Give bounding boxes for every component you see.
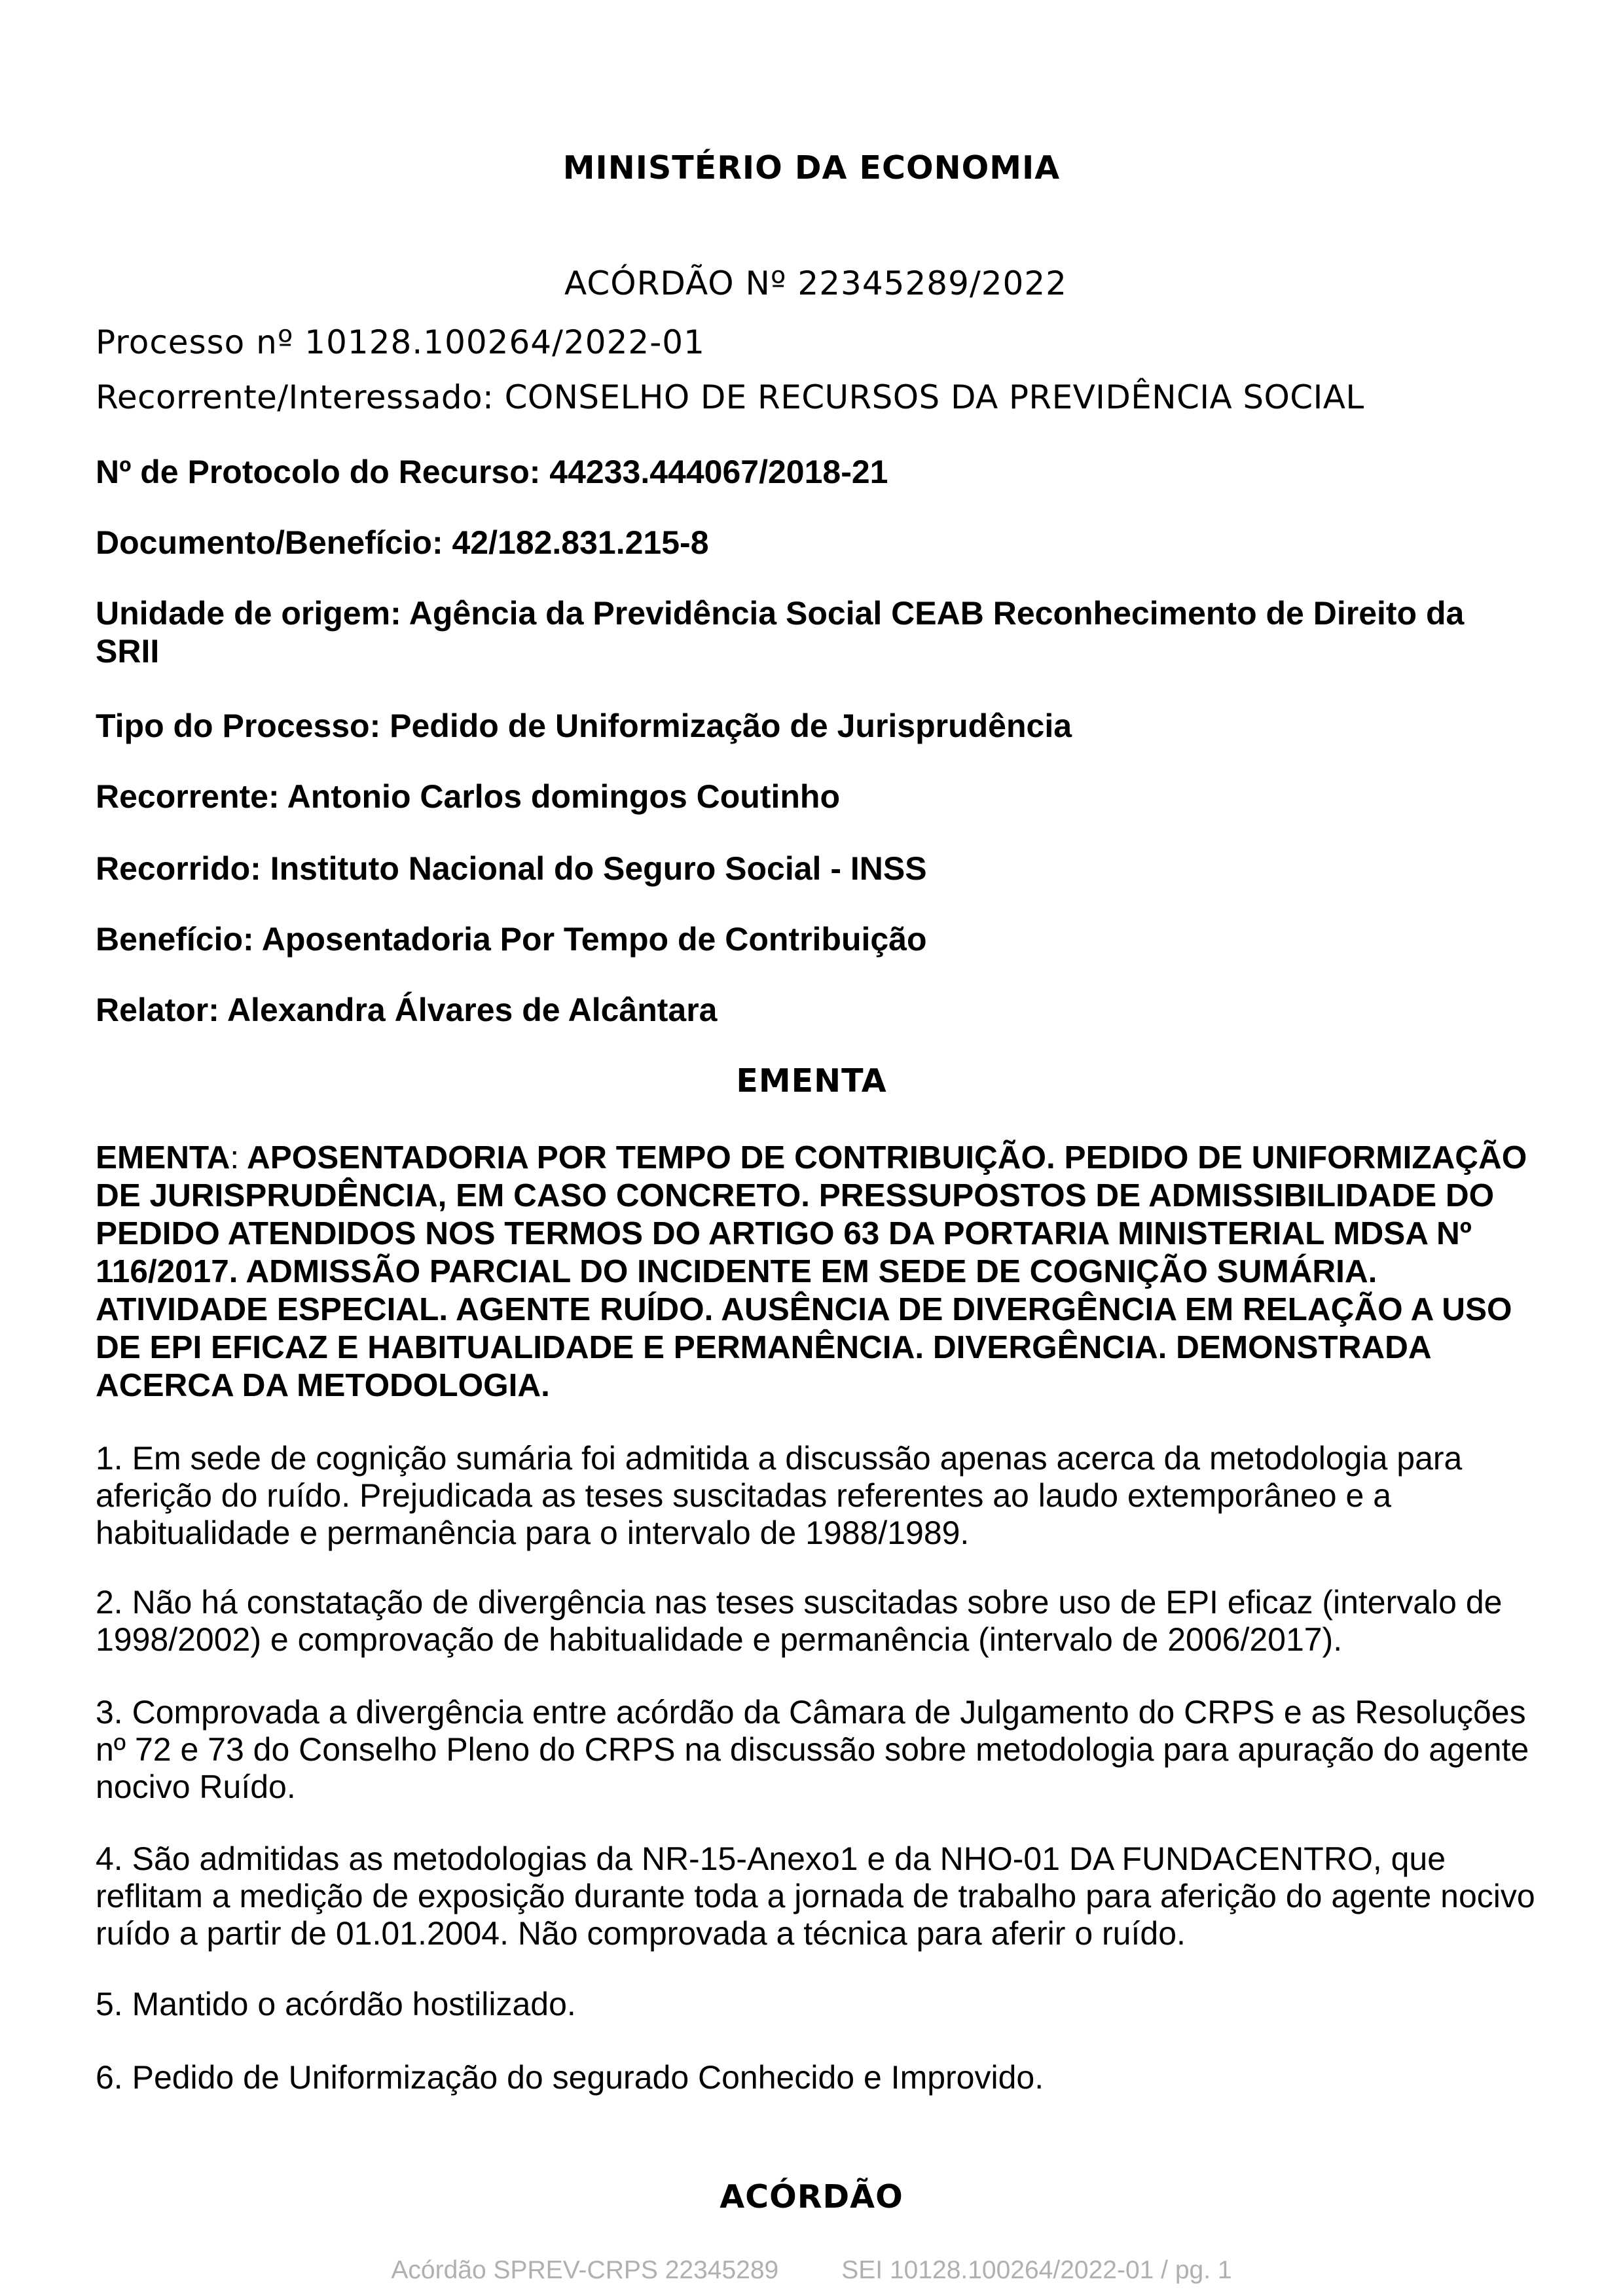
- ministry-title: MINISTÉRIO DA ECONOMIA: [562, 149, 1061, 187]
- beneficio-field: Benefício: Aposentadoria Por Tempo de Contribuição: [96, 921, 927, 958]
- recorrente-interessado: Recorrente/Interessado: CONSELHO DE RECURSOS DA PREVIDÊNCIA SOCIAL: [96, 378, 1364, 416]
- documento-beneficio-field: Documento/Benefício: 42/182.831.215-8: [96, 524, 709, 561]
- footer-page-ref: SEI 10128.100264/2022-01 / pg. 1: [841, 2256, 1232, 2284]
- ementa-item: 6. Pedido de Uniformização do segurado Conhecido e Improvido.: [96, 2059, 1044, 2096]
- recorrido-field: Recorrido: Instituto Nacional do Seguro Social - INSS: [96, 850, 927, 887]
- processo-number: Processo nº 10128.100264/2022-01: [96, 323, 705, 361]
- ementa-text: [96, 1139, 1536, 1405]
- ementa-item: 2. Não há constatação de divergência nas teses suscitadas sobre uso de EPI eficaz (intervalo de 1998/2002) e comprovação de habitualidade e permanência (intervalo de 2006/2017).: [96, 1584, 1503, 1658]
- ementa-item: 3. Comprovada a divergência entre acórdão da Câmara de Julgamento do CRPS e as Resoluções nº 72 e 73 do Conselho Pleno do CRPS na discussão sobre metodologia para apuração do agente nocivo Ruído.: [96, 1694, 1529, 1805]
- acordao-number: ACÓRDÃO Nº 22345289/2022: [564, 264, 1067, 302]
- acordao-heading: ACÓRDÃO: [720, 2178, 903, 2215]
- footer-document-id: Acórdão SPREV-CRPS 22345289: [391, 2256, 779, 2284]
- ementa-heading: EMENTA: [736, 1062, 887, 1100]
- ementa-body: APOSENTADORIA POR TEMPO DE CONTRIBUIÇÃO. PEDIDO DE UNIFORMIZAÇÃO DE JURISPRUDÊNCIA, EM CASO CONCRETO. PRESSUPOSTOS DE ADMISSIBILIDADE DO PEDIDO ATENDIDOS NOS TERMOS DO ARTIGO 63 DA PORTARIA MINISTERIAL MDSA Nº 116/2017. ADMISSÃO PARCIAL DO INCIDENTE EM SEDE DE COGNIÇÃO SUMÁRIA. ATIVIDADE ESPECIAL. AGENTE RUÍDO. AUSÊNCIA DE DIVERGÊNCIA EM RELAÇÃO A USO DE EPI EFICAZ E HABITUALIDADE E PERMANÊNCIA. DIVERGÊNCIA. DEMONSTRADA ACERCA DA METODOLOGIA.: [96, 1139, 1527, 1403]
- page-footer: [0, 2256, 1623, 2285]
- ementa-item: 1. Em sede de cognição sumária foi admitida a discussão apenas acerca da metodologia para aferição do ruído. Prejudicada as teses suscitadas referentes ao laudo extemporâneo e a habitualidade e permanência para o intervalo de 1988/1989.: [96, 1440, 1463, 1551]
- ementa-item: 4. São admitidas as metodologias da NR-15-Anexo1 e da NHO-01 DA FUNDACENTRO, que reflitam a medição de exposição durante toda a jornada de trabalho para aferição do agente nocivo ruído a partir de 01.01.2004. Não comprovada a técnica para aferir o ruído.: [96, 1840, 1535, 1952]
- ementa-item: 5. Mantido o acórdão hostilizado.: [96, 1986, 576, 2022]
- unidade-origem-field: Unidade de origem: Agência da Previdência Social CEAB Reconhecimento de Direito da SRII: [96, 595, 1465, 670]
- relator-field: Relator: Alexandra Álvares de Alcântara: [96, 992, 718, 1028]
- tipo-processo-field: Tipo do Processo: Pedido de Uniformização de Jurisprudência: [96, 708, 1072, 744]
- ementa-colon: :: [230, 1139, 240, 1175]
- protocolo-field: Nº de Protocolo do Recurso: 44233.444067/2018-21: [96, 454, 888, 490]
- ementa-label: EMENTA: [96, 1139, 230, 1175]
- recorrente-field: Recorrente: Antonio Carlos domingos Coutinho: [96, 778, 841, 815]
